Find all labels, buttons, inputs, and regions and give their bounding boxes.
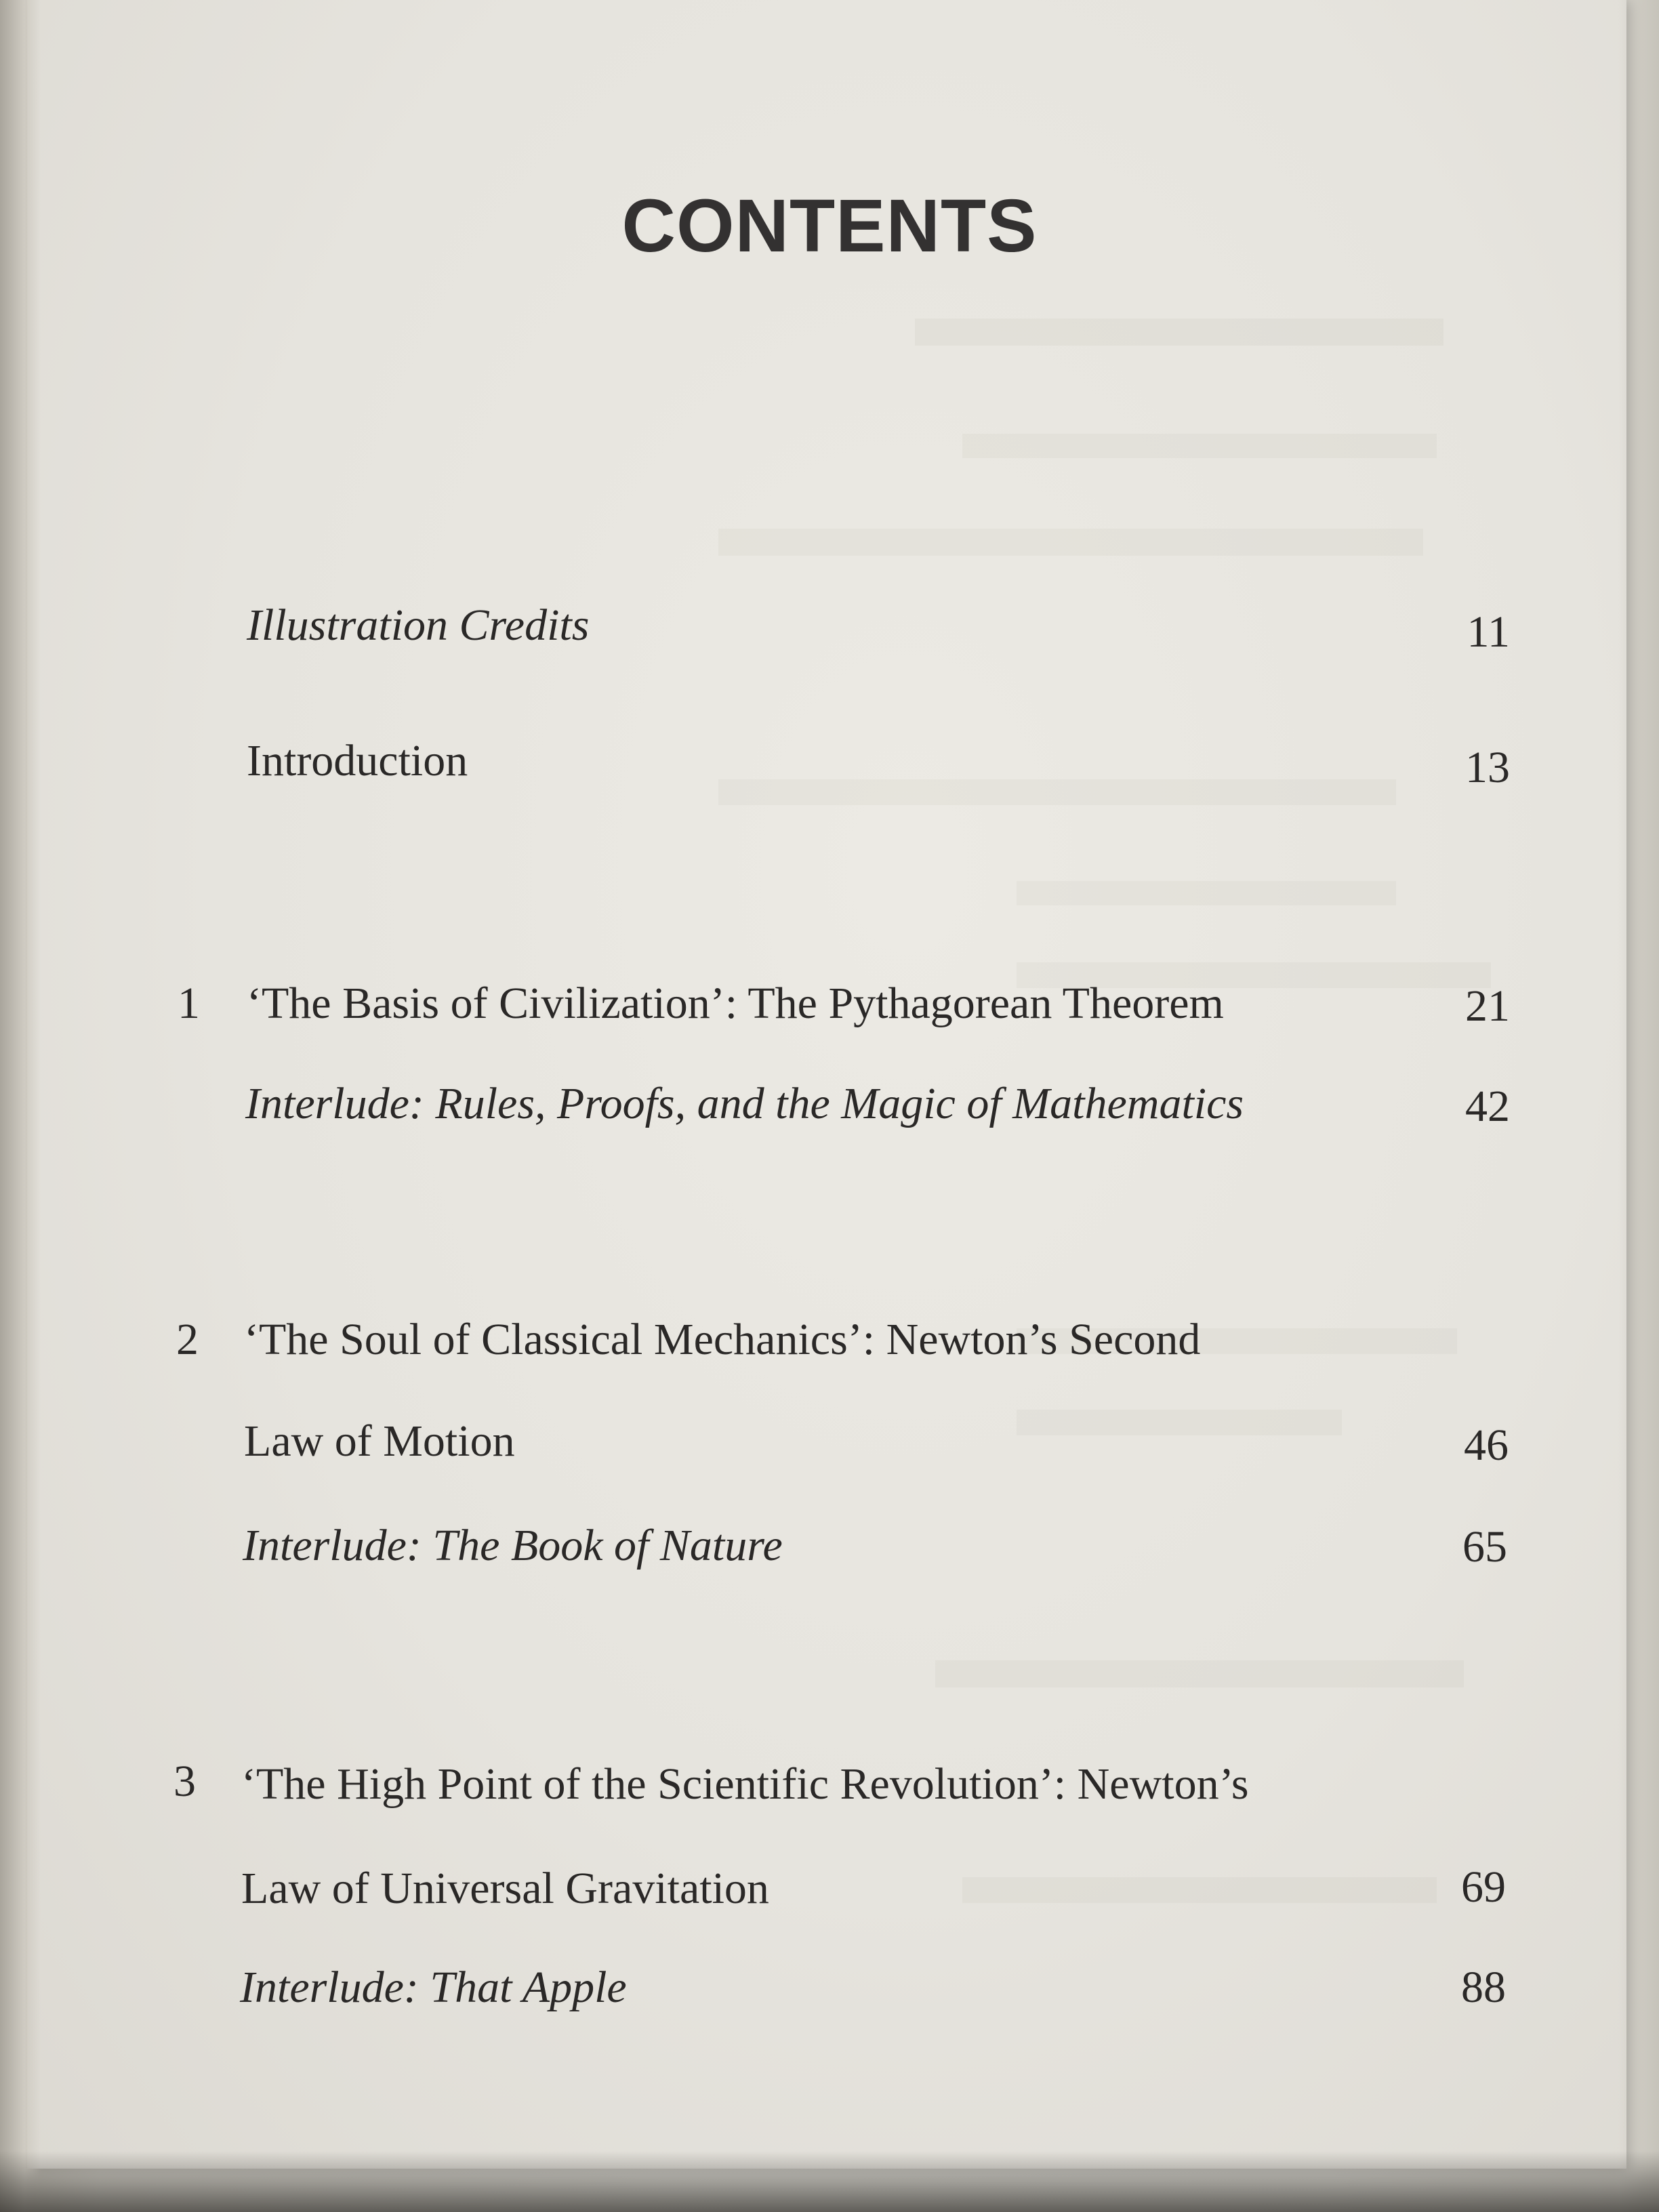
toc-chapter-number: 3 — [173, 1757, 196, 1806]
toc-entry-illustration-credits: Illustration Credits — [247, 600, 590, 650]
toc-entry-interlude-2: Interlude: The Book of Nature — [243, 1521, 783, 1570]
toc-page-number: 13 — [1465, 743, 1510, 792]
toc-page-number: 88 — [1461, 1963, 1506, 2012]
toc-chapter-number: 1 — [178, 979, 200, 1028]
toc-entry-interlude-3: Interlude: That Apple — [240, 1963, 627, 2012]
toc-entry-chapter-2-line-2: Law of Motion — [244, 1416, 515, 1466]
toc-page-number: 46 — [1464, 1420, 1509, 1470]
toc-page-number: 65 — [1462, 1522, 1507, 1572]
toc-entry-chapter-3-line-2: Law of Universal Gravitation — [241, 1864, 769, 1913]
book-gutter — [0, 0, 41, 2212]
toc-entry-chapter-1: ‘The Basis of Civilization’: The Pythagorean Theorem — [247, 979, 1224, 1028]
toc-page-number: 21 — [1465, 981, 1510, 1031]
toc-page-number: 42 — [1465, 1082, 1510, 1131]
toc-entry-chapter-2-line-1: ‘The Soul of Classical Mechanics’: Newton’s Second — [244, 1315, 1201, 1364]
toc-entry-introduction: Introduction — [247, 736, 468, 785]
page-edge — [1618, 0, 1659, 2212]
toc-entry-interlude-1: Interlude: Rules, Proofs, and the Magic of Mathematics — [245, 1079, 1244, 1128]
toc-chapter-number: 2 — [176, 1315, 199, 1364]
toc-page-number: 69 — [1461, 1862, 1506, 1912]
toc-page-number: 11 — [1467, 607, 1510, 657]
page-title: CONTENTS — [621, 184, 1038, 268]
photo-bottom-shadow — [0, 2151, 1659, 2212]
toc-entry-chapter-3-line-1: ‘The High Point of the Scientific Revolution’: Newton’s — [241, 1759, 1249, 1809]
